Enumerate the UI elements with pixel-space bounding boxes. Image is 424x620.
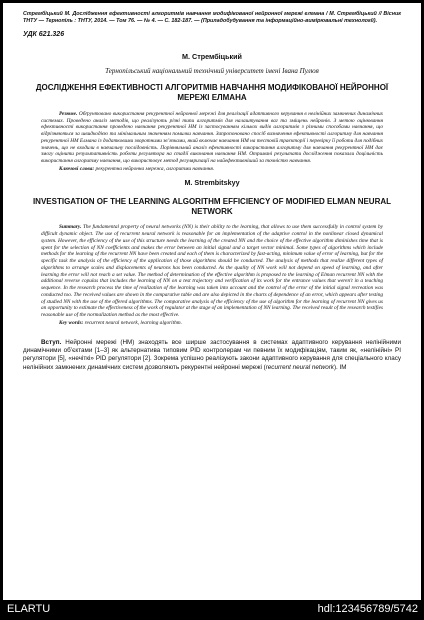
citation: Стрембіцький М. Дослідження ефективності алгоритмів навчання модифікованої нейронної мережі елмана / М. Стрембіцький // Вісник ТНТУ — Тернопіль : ТНТУ, 2014. — Том 76. — № 4. — С. 182-187. — (Приладобудування та інформаційно-вимірювальні технології). (23, 11, 401, 24)
author-en: M. Strembitskyy (184, 178, 240, 188)
repository-name: ELARTU (7, 603, 51, 615)
keywords-label-uk: Ключові слова: (59, 165, 95, 172)
summary-label: Summary. (59, 224, 82, 231)
keywords-en (59, 320, 383, 327)
intro-label: Вступ. (41, 338, 62, 346)
keywords-text-uk: рекурентна нейронна мережа, алгоритми навчання. (94, 165, 215, 172)
udk-code: УДК 621.326 (23, 31, 65, 38)
author-uk: М. Стрембіцький (182, 52, 242, 61)
handle-id: hdl:123456789/5742 (317, 603, 418, 615)
keywords-label-en: Key words: (59, 319, 84, 326)
intro-paragraph (23, 339, 401, 373)
keywords-text-en: recurrent neural network, learning algorithm. (83, 319, 182, 326)
intro-tail: ). ІМ (333, 363, 347, 371)
title-uk: ДОСЛІДЖЕННЯ ЕФЕКТИВНОСТІ АЛГОРИТМІВ НАВЧАННЯ МОДИФІКОВАНОЇ НЕЙРОННОЇ МЕРЕЖІ ЕЛМАНА (35, 83, 389, 102)
intro-term: recurrent neural network (265, 363, 334, 371)
paper-page (3, 3, 421, 600)
summary-text: The fundamental property of neural networks (NN) is their ability to the learning, that allows to use them successfully in control system by difficult dynamic object. The use of recurrent neural network is reasonable for an implementation of the adaptive control in the nonlinear closed dynamical system. However, the efficiency of the use of this structure needs the learning of the created NN and the choice of the effective algorithm diminishes time that is spent for the selection of NN coefficients and makes the error between an initial signal and a target vector minimal. Some types of algorithms which include methods for the learning of the recurrent NN have been created and each of them is characterized by fast-acting, minimum value of error of learning, but for the specific task the analysis of the efficiency of the application of those algorithms should be conducted. The analysis of methods that realize different types of algorithms to arrange scales and displacements of neurons has been conducted. As the quality of NN work will not depend on speed of learning, and after learning the error will not reach a set value. The method of determination of the effective algorithm is proposed to the learning of Elman recurrent NN with the additional reverse copulas that includes the learning of NN on a test trajectory and verification of its work for the entrance values that weren't in a teaching sequence. In the research process the time of realization of the learning was taken into account and the control of the error of the initial signal recreation was conducted too. The received values are shown in the comparative table and are also depicted in the charts of dependence of an error, which appears after testing of studied NN with the use of the offered algorithms. The comparative analysis of the efficiency of the use of algorithm for the learning of recurrent NN gives us an opportunity to estimate the effectiveness of the work of regulator at the stage of an implementation of NN learning. The received result of the research testifies reasonable use of the normalization method as the most effective. (41, 224, 383, 319)
footer-bar (0, 600, 424, 620)
summary-en (41, 224, 383, 319)
keywords-uk (59, 166, 383, 173)
intro-text: Нейронні мережі (НМ) знаходять все ширше застосування в системах адаптивного керування нелінійними динамічними об’єктами [1–3] як альтернатива типовим PID контролерам чи певним їх модифікаціям, таким як, «нелінійні» PI регулятори [5], «нечіткі» PID регулятори [2]. Зокрема успішно реалізують закони адаптивного керування для спеціального класу нелінійних замкнених динамічних систем дозволяють рекурентні нейронні мережі ( (23, 338, 401, 371)
abstract-label: Резюме. (59, 111, 78, 117)
abstract-uk (41, 111, 383, 165)
title-en: INVESTIGATION OF THE LEARNING ALGORITHM EFFICIENCY OF MODIFIED ELMAN NEURAL NETWORK (32, 197, 392, 217)
affiliation: Тернопільський національний технічний університет імені Івана Пулюя (105, 67, 319, 75)
abstract-text: Обґрунтовано використання рекурентної нейронної мережі для реалізації адаптивного керування в нелінійних замкнених динамічних системах. Проведено аналіз методів, що реалізують різні типи алгоритмів для налаштування ваг та зміщень нейронів. З метою оцінювання ефективності використання проведено навчання рекурентної НМ із застосуванням кількох видів алгоритмів з різними способами навчання, що відрізняються за швидкодією та мінімальним значенням помилки навчання. Запропоновано спосіб визначення ефективності алгоритму для навчання рекурентної НМ Елмана із додатковими зворотними зв’язками, який включає навчання НМ на тестовій траєкторії і перевірку її роботи для подібних значень, що не входили в навчальну послідовність. Порівняльний аналіз ефективності використання алгоритму для навчання рекурентної НМ дає змогу оцінити результативність роботи регулятора на стадії виконання навчання НМ. Отримані результати дослідження показали доцільність використання алгоритму навчання, що використовує метод регуляризації на найефективніший за точністю навчання. (41, 111, 383, 164)
